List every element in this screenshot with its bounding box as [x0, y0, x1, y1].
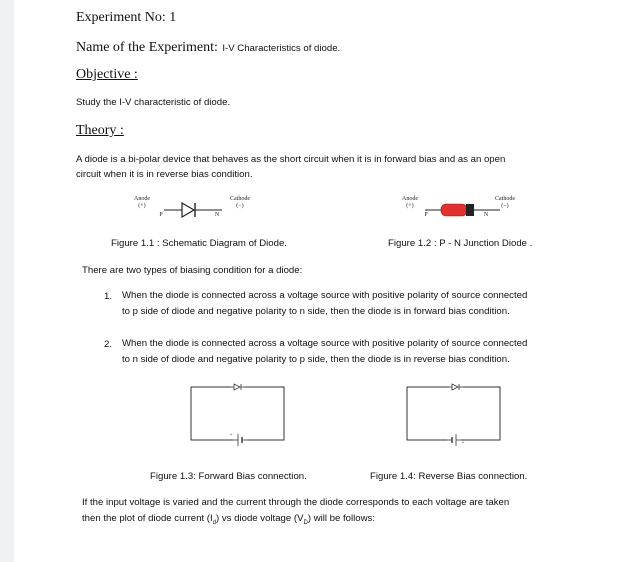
forward-bias-circuit [191, 383, 284, 446]
closing-line-2-part-b: ) vs diode voltage (V [216, 513, 304, 524]
anode-label: Anode [134, 196, 150, 202]
theory-intro-line-1: A diode is a bi-polar device that behaves as the short circuit when it is in forward bias and as an open [76, 154, 506, 165]
closing-line-1: If the input voltage is varied and the current through the diode corresponds to each voltage are taken [82, 497, 510, 508]
figure-1-4-caption: Figure 1.4: Reverse Bias connection. [370, 471, 528, 482]
bias-item-1-number: 1. [104, 291, 113, 302]
forward-battery-sign: + [229, 433, 233, 438]
objective-text: Study the I-V characteristic of diode. [76, 97, 231, 108]
closing-line-2-part-a: then the plot of diode current (I [82, 513, 213, 524]
closing-line-2-part-c: ) will be follows: [307, 513, 376, 524]
figure-1-2-caption: Figure 1.2 : P - N Junction Diode . [388, 238, 533, 249]
experiment-name-label: Name of the Experiment: [76, 40, 218, 55]
reverse-battery-sign: + [461, 441, 465, 446]
n-label: N [214, 212, 220, 218]
current-subscript: d [212, 519, 217, 526]
figure-1-3-caption: Figure 1.3: Forward Bias connection. [150, 471, 307, 482]
anode-sign: (+) [138, 203, 146, 209]
experiment-number: Experiment No: 1 [76, 10, 177, 25]
theory-heading: Theory : [76, 123, 124, 138]
bias-item-2-line-1: When the diode is connected across a voltage source with positive polarity of source connected [122, 338, 528, 349]
pn-n-label: N [483, 212, 489, 218]
objective-heading: Objective : [76, 67, 138, 82]
pn-anode-sign: (+) [406, 203, 414, 209]
voltage-subscript: D [303, 519, 308, 526]
pn-cathode-sign: (−) [501, 203, 509, 209]
figure-1-1-caption: Figure 1.1 : Schematic Diagram of Diode. [111, 238, 287, 249]
experiment-name-value: I-V Characteristics of diode. [222, 43, 341, 54]
bias-item-1-line-2: to p side of diode and negative polarity to n side, then the diode is in forward bias condition. [122, 306, 510, 317]
biasing-intro: There are two types of biasing condition for a diode: [82, 265, 303, 276]
pn-anode-label: Anode [402, 196, 418, 202]
pn-p-label: P [424, 212, 428, 218]
bias-item-2-number: 2. [104, 339, 113, 350]
pn-cathode-label: Cathode [495, 196, 515, 202]
cathode-sign: (−) [236, 203, 244, 209]
bias-item-2-line-2: to n side of diode and negative polarity to p side, then the diode is in reverse bias condition. [122, 354, 510, 365]
closing-line-2 [82, 511, 375, 531]
cathode-label: Cathode [230, 196, 250, 202]
reverse-bias-circuit [407, 383, 500, 446]
p-label: P [159, 212, 163, 218]
bias-item-1-line-1: When the diode is connected across a voltage source with positive polarity of source connected [122, 290, 528, 301]
theory-intro-line-2: circuit when it is in reverse bias condition. [76, 169, 253, 180]
